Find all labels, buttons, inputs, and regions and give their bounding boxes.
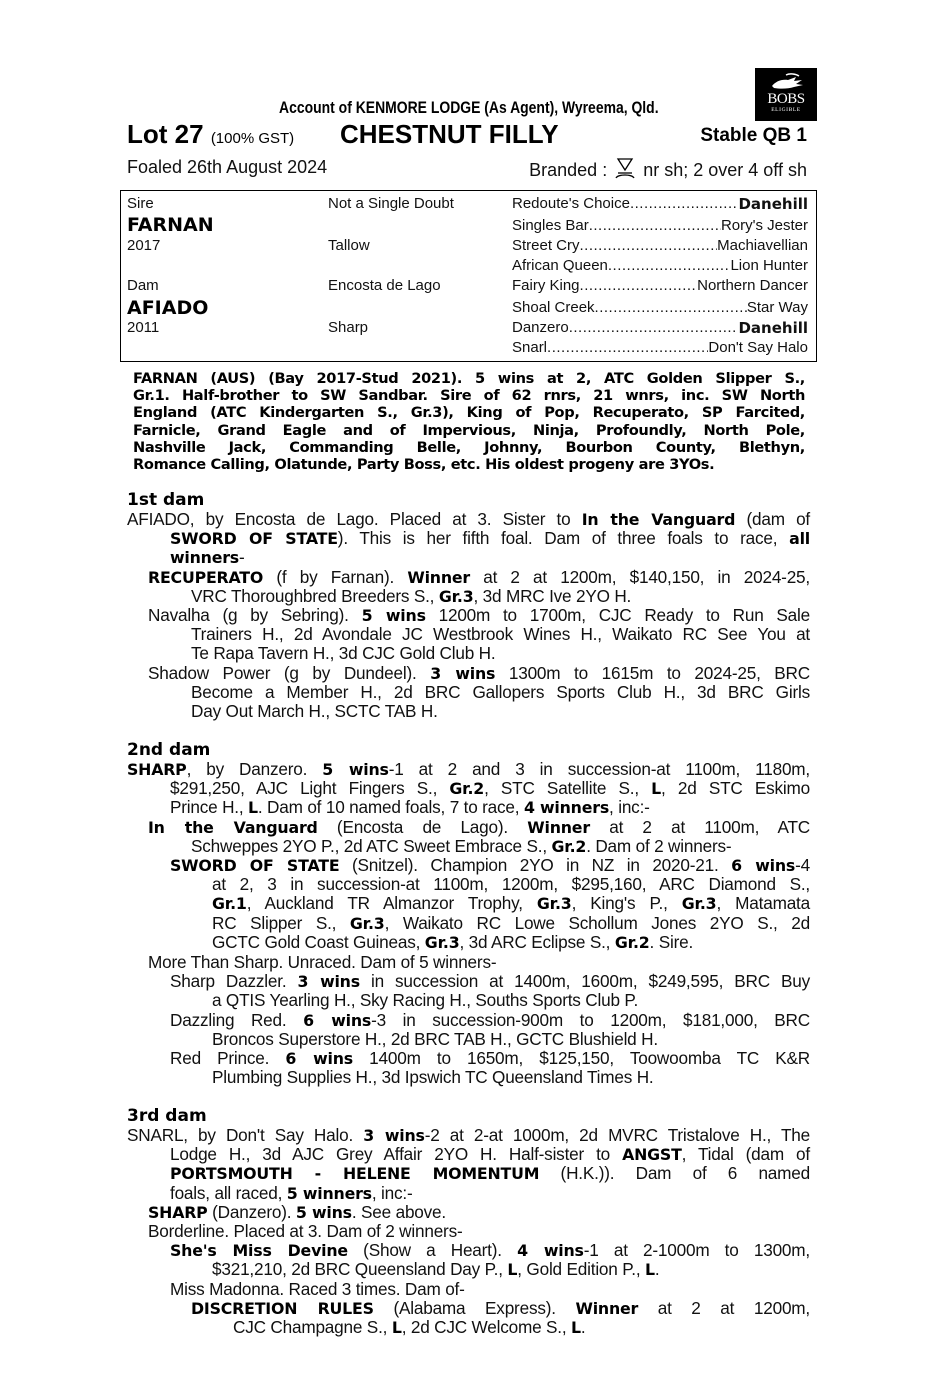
sire-summary-line: Nashville Jack, Commanding Belle, Johnny, Bourbon County, Blethyn, (133, 438, 805, 456)
logo-subtext: ELIGIBLE (771, 107, 801, 113)
lot-label: Lot 27 (127, 119, 204, 149)
progeny-recuperato: RECUPERATO (f by Farnan). Winner at 2 at 1200m, $140,150, in 2024-25, (148, 567, 810, 587)
sire-dam: Tallow (328, 237, 370, 254)
progeny-red-prince-cont: Plumbing Supplies H., 3d Ipswich TC Queensland Times H. (212, 1067, 654, 1087)
dam-dam: Sharp (328, 319, 369, 336)
progeny-sharp-dazzler-cont: a QTIS Yearling H., Sky Racing H., Souths Sports Club P. (212, 990, 639, 1010)
horse-description: CHESTNUT FILLY (340, 119, 559, 149)
dam-year: 2011 (127, 319, 160, 336)
third-dam-heading: 3rd dam (127, 1106, 207, 1126)
first-dam-entry-cont: SWORD OF STATE). This is her fifth foal. Dam of three foals to race, all winners- (170, 528, 810, 568)
third-dam-entry-cont: Lodge H., 3d AJC Grey Affair 2YO H. Half-sister to ANGST, Tidal (dam of PORTSMOUTH - HELENE MOMENTUM (H.K.)). Dam of 6 named foals, all raced, 5 winners, inc:- (170, 1144, 811, 1203)
foaled-branded-line (127, 157, 807, 181)
progeny-shes-miss-devine-cont: $321,210, 2d BRC Queensland Day P., L, Gold Edition P., L. (212, 1259, 660, 1279)
sire-year: 2017 (127, 237, 161, 254)
stable-location: Stable QB 1 (700, 125, 807, 146)
branded-label: Branded : (529, 160, 608, 180)
great-grandparent-row: Shoal Creek ..... Star Way (512, 299, 808, 316)
great-grandparent-row: Singles Bar ..... Rory's Jester (512, 217, 808, 234)
great-grandparent-row: Street Cry ..... Machiavellian (512, 237, 808, 254)
progeny-red-prince: Red Prince. 6 wins 1400m to 1650m, $125,150, Toowoomba TC K&R (170, 1048, 810, 1068)
progeny-discretion-rules: DISCRETION RULES (Alabama Express). Winner at 2 at 1200m, (191, 1298, 810, 1318)
great-grandparent-row: Fairy King ..... Northern Dancer (512, 277, 808, 294)
logo-text: BOBS (767, 91, 805, 107)
sire-name: FARNAN (127, 214, 214, 236)
progeny-in-the-vanguard-cont: Schweppes 2YO P., 2d ATC Sweet Embrace S., Gr.2. Dam of 2 winners- (191, 836, 732, 856)
dam-name: AFIADO (127, 297, 209, 319)
horse-head-icon (766, 72, 806, 92)
dam-sire: Encosta de Lago (328, 277, 441, 294)
lot-header (127, 119, 807, 151)
sire-summary-line: Romance Calling, Olatunde, Party Boss, etc. His oldest progeny are 3YOs. (133, 456, 715, 474)
sire-summary-line: FARNAN (AUS) (Bay 2017-Stud 2021). 5 wins at 2, ATC Golden Slipper S., (133, 370, 805, 387)
progeny-shadow-power-cont: Become a Member H., 2d BRC Gallopers Sports Club H., 3d BRC Girls Day Out March H., SCTC TAB H. (191, 682, 810, 722)
progeny-miss-madonna: Miss Madonna. Raced 3 times. Dam of- (170, 1279, 465, 1299)
progeny-borderline: Borderline. Placed at 3. Dam of 2 winners- (148, 1221, 463, 1241)
sire-label: Sire (127, 195, 154, 212)
progeny-more-than-sharp: More Than Sharp. Unraced. Dam of 5 winners- (148, 952, 497, 972)
pedigree-table (120, 190, 817, 362)
foaled-date: Foaled 26th August 2024 (127, 157, 328, 177)
sire-summary-line: England (ATC Kindergarten S., Gr.3), King of Pop, Recuperato, SP Farcited, (133, 404, 805, 422)
sire-summary (133, 370, 805, 473)
lot-number (127, 119, 294, 150)
great-grandparent-row: Redoute's Choice ..... Danehill (512, 195, 808, 213)
progeny-dazzling-red: Dazzling Red. 6 wins-3 in succession-900m to 1200m, $181,000, BRC (170, 1010, 810, 1030)
progeny-recuperato-cont: VRC Thoroughbred Breeders S., Gr.3, 3d MRC Ive 2YO H. (191, 586, 632, 606)
brand-mark-icon (614, 157, 636, 179)
first-dam-heading: 1st dam (127, 490, 205, 510)
second-dam-entry-cont: $291,250, AJC Light Fingers S., Gr.2, STC Satellite S., L, 2d STC Eskimo Prince H., L. Dam of 10 named foals, 7 to race, 4 winners, inc:- (170, 778, 810, 818)
progeny-sharp-dazzler: Sharp Dazzler. 3 wins in succession at 1400m, 1600m, $249,595, BRC Buy (170, 971, 810, 991)
brand-description (529, 157, 807, 181)
progeny-shes-miss-devine: She's Miss Devine (Show a Heart). 4 wins-1 at 2-1000m to 1300m, (170, 1240, 810, 1260)
dam-label: Dam (127, 277, 159, 294)
progeny-sword-of-state: SWORD OF STATE (Snitzel). Champion 2YO in NZ in 2020-21. 6 wins-4 (170, 855, 811, 875)
great-grandparent-row: Danzero ..... Danehill (512, 319, 808, 337)
gst-note: (100% GST) (210, 130, 295, 147)
sire-summary-line: Gr.1. Half-brother to SW Sandbar. Sire of 62 rnrs, 21 wnrs, inc. SW North (133, 387, 805, 405)
branded-text: nr sh; 2 over 4 off sh (643, 160, 807, 180)
great-grandparent-row: African Queen ..... Lion Hunter (512, 257, 808, 274)
progeny-sword-of-state-cont: at 2, 3 in succession-at 1100m, 1200m, $295,160, ARC Diamond S., Gr.1, Auckland TR Almanzor Trophy, Gr.3, King's P., Gr.3, Matamata RC Slipper S., Gr.3, Waikato RC Lowe Schollum Jones 2YO S., 2d GCTC Gold Coast Guineas, Gr.3, 3d ARC Eclipse S., Gr.2. Sire. (212, 874, 810, 953)
second-dam-entry: SHARP, by Danzero. 5 wins-1 at 2 and 3 in succession-at 1100m, 1180m, (127, 759, 811, 779)
progeny-navalha: Navalha (g by Sebring). 5 wins 1200m to 1700m, CJC Ready to Run Sale (148, 605, 810, 625)
third-dam-entry: SNARL, by Don't Say Halo. 3 wins-2 at 2-at 1000m, 2d MVRC Tristalove H., The (127, 1125, 810, 1145)
progeny-dazzling-red-cont: Broncos Superstore H., 2d BRC TAB H., GCTC Blushield H. (212, 1029, 658, 1049)
progeny-navalha-cont: Trainers H., 2d Avondale JC Westbrook Wines H., Waikato RC See You at Te Rapa Tavern H., 3d CJC Gold Club H. (191, 624, 810, 664)
vendor-account: Account of KENMORE LODGE (As Agent), Wyreema, Qld. (279, 98, 659, 117)
great-grandparent-row: Snarl ..... Don't Say Halo (512, 339, 808, 356)
progeny-shadow-power: Shadow Power (g by Dundeel). 3 wins 1300m to 1615m to 2024-25, BRC (148, 663, 810, 683)
sire-summary-line: Farnicle, Grand Eagle and of Impervious, Ninja, Profoundly, North Pole, (133, 421, 805, 439)
progeny-in-the-vanguard: In the Vanguard (Encosta de Lago). Winner at 2 at 1100m, ATC (148, 817, 810, 837)
progeny-discretion-rules-cont: CJC Champagne S., L, 2d CJC Welcome S., L. (233, 1317, 586, 1337)
progeny-sharp: SHARP (Danzero). 5 wins. See above. (148, 1202, 446, 1222)
second-dam-heading: 2nd dam (127, 740, 211, 760)
sire-sire: Not a Single Doubt (328, 195, 454, 212)
first-dam-entry: AFIADO, by Encosta de Lago. Placed at 3. Sister to In the Vanguard (dam of (127, 509, 810, 529)
